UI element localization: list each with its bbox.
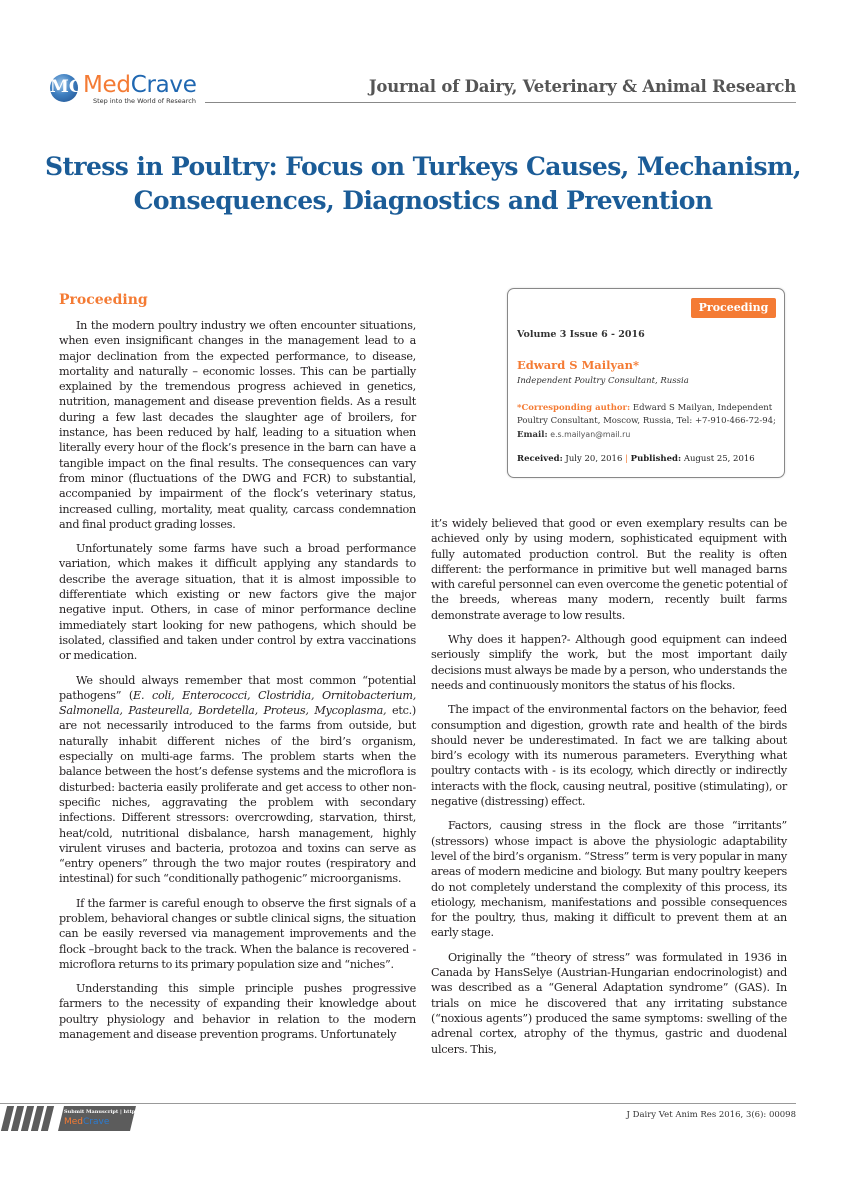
paragraph: Originally the “theory of stress” was formulated in 1936 in Canada by HansSelye (Austrian-Hungarian endocrinologist) and was described as a “General Adaptation syndrome” (GAS). In trials on mice he discovered that any irritating substance (“noxious agents”) produced the same symptoms: swelling of the adrenal cortex, atrophy of the thymus, gastric and duodenal ulcers. This, (431, 950, 787, 1056)
paragraph: Unfortunately some farms have such a broad performance variation, which makes it difficult applying any standards to describe the average situation, that it is almost impossible to differentiate which existing or new factors give the major negative input. Others, in case of minor performance decline immediately start looking for new pathogens, which should be isolated, classified and taken under control by extra vaccinations or medication. (59, 542, 416, 663)
corresponding-author (517, 402, 779, 442)
article-title: Stress in Poultry: Focus on Turkeys Causes, Mechanism, Consequences, Diagnostics and Prevention (45, 152, 801, 215)
paragraph-text: We should always remember that most common “potential pathogens” ( (59, 673, 416, 702)
paragraph: The impact of the environmental factors on the behavior, feed consumption and digestion, growth rate and health of the birds should never be underestimated. In fact we are talking about bird’s ecology with its numerous parameters. Everything what poultry contacts with - is its ecology, which directly or indirectly interacts with the flock, causing neutral, positive (stimulating), or negative (distressing) effect. (431, 703, 787, 809)
pathogen-list: E. coli, Enterococci, Clostridia, Ornitobacterium, Salmonella, Pasteurella, Bordetella, Proteus, Mycoplasma, (59, 688, 417, 718)
header-divider-left (205, 102, 415, 103)
footer-logo (64, 1117, 109, 1127)
date-separator: | (625, 454, 628, 464)
email-label: Email: (517, 430, 548, 440)
journal-title: Journal of Dairy, Veterinary & Animal Research (368, 77, 796, 96)
globe-monogram-icon (50, 74, 83, 102)
volume-issue: Volume 3 Issue 6 - 2016 (517, 329, 645, 340)
header-divider-right (400, 102, 796, 103)
page-header (0, 0, 846, 120)
publication-dates (517, 454, 755, 464)
article-type-badge: Proceeding (691, 298, 776, 318)
paragraph: Why does it happen?- Although good equipment can indeed seriously simplify the work, but the most important daily decisions must always be made by a person, who understands the needs and continuously monitors the status of his flocks. (431, 633, 787, 692)
right-column (431, 516, 787, 1057)
paragraph: In the modern poultry industry we often encounter situations, when even insignificant changes in the management lead to a major declination from the expected performance, to disease, mortality and naturally – economic losses. This can be partially explained by the tremendous progress achieved in genetics, nutrition, management and disease prevention fields. As a result during a few last decades the slaughter age of broilers, for instance, has been reduced by half, leading to a situation when literally every hour of the flock’s presence in the barn can have a tangible impact on the final results. The consequences can vary from minor (fluctuations of the DWG and FCR) to substantial, accompanied by impairment of the flock’s veterinary status, increased culling, mortality, meat quality, carcass condemnation and final product grading losses. (59, 319, 416, 531)
citation: J Dairy Vet Anim Res 2016, 3(6): 00098 (626, 1110, 796, 1120)
logo-crave: Crave (130, 72, 197, 98)
footer-divider (0, 1103, 796, 1104)
published-date: August 25, 2016 (683, 454, 755, 464)
author-name: Edward S Mailyan* (517, 358, 639, 372)
article-info-box (507, 288, 785, 478)
logo-wordmark (83, 72, 197, 98)
paragraph: it’s widely believed that good or even exemplary results can be achieved only by using modern, sophisticated equipment with fully automated production control. But the reality is often different: the performance in primitive but well managed barns with careful personnel can even overcome the genetic potential of the breeds, whereas many modern, recently built farms demonstrate average to low results. (431, 517, 788, 622)
published-label: Published: (630, 454, 682, 464)
paragraph (59, 673, 416, 887)
received-label: Received: (517, 454, 563, 464)
email-link[interactable]: e.s.mailyan@mail.ru (550, 430, 631, 439)
corresponding-details: Edward S Mailyan, Independent Poultry Consultant, Moscow, Russia, Tel: +7-910-466-72-94; (517, 403, 776, 426)
logo-tagline: Step into the World of Research (93, 97, 196, 105)
footer-logo-crave: Crave (83, 1117, 110, 1127)
corresponding-label: *Corresponding author: (517, 403, 631, 413)
author-affiliation: Independent Poultry Consultant, Russia (517, 376, 689, 386)
section-heading: Proceeding (59, 292, 148, 308)
left-column (59, 318, 416, 1042)
received-date: July 20, 2016 (565, 454, 623, 464)
footer-logo-med: Med (64, 1117, 84, 1127)
logo-med: Med (83, 72, 131, 98)
medcrave-logo[interactable] (50, 72, 197, 106)
paragraph: Factors, causing stress in the flock are those “irritants” (stressors) whose impact is above the physiologic adaptability level of the bird’s organism. “Stress” term is very popular in many areas of modern medicine and biology. But many poultry keepers do not completely understand the complexity of this process, its etiology, mechanism, manifestations and possible consequences for the poultry, thus, making it difficult to prevent them at an early stage. (431, 819, 787, 940)
paragraph-text: etc.) are not necessarily introduced to the farms from outside, but naturally inhabit different niches of the bird’s organism, especially on multi-age farms. The problem starts when the balance between the host’s defense systems and the microflora is disturbed: bacteria easily proliferate and get access to other non-specific niches, aggravating the problem with secondary infections. Different stressors: overcrowding, starvation, thirst, heat/cold, nutritional disbalance, harsh management, highly virulent viruses and bacteria, protozoa and toxins can serve as “entry openers” through the two major routes (respiratory and intestinal) for such “conditionally pathogenic” microorganisms. (59, 704, 417, 886)
logo-monogram: MC (50, 77, 83, 97)
submit-manuscript-link[interactable]: Submit Manuscript | http://medcraveonline.com (64, 1109, 199, 1115)
paragraph: If the farmer is careful enough to observe the first signals of a problem, behavioral changes or subtle clinical signs, the situation can be easily reversed via management improvements and the flock –brought back to the track. When the balance is recovered - microflora returns to its primary population size and “niches”. (59, 896, 416, 971)
paragraph: Understanding this simple principle pushes progressive farmers to the necessity of expanding their knowledge about poultry physiology and behavior in relation to the modern management and disease prevention programs. Unfortunately (59, 982, 416, 1042)
